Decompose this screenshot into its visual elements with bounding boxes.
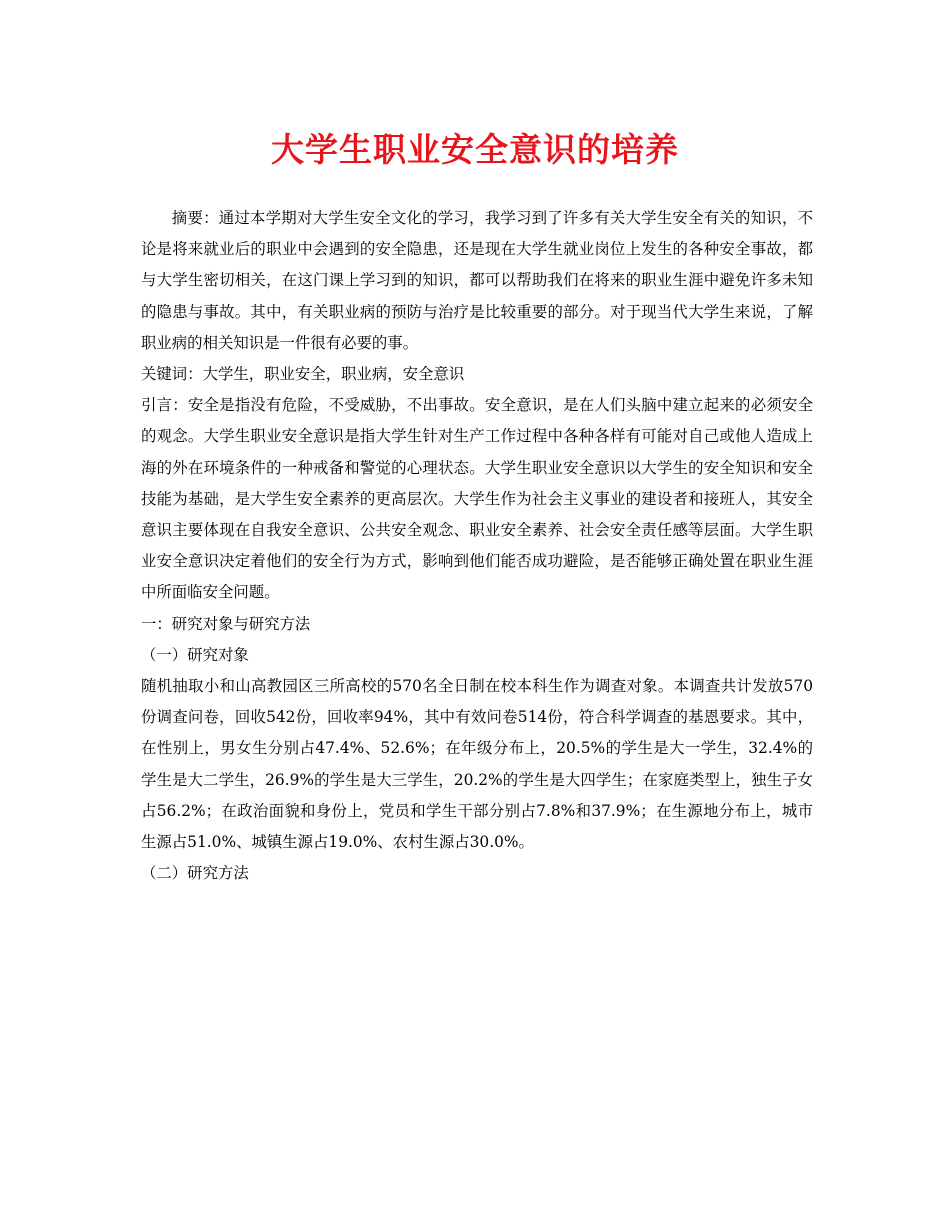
abstract-paragraph: 摘要：通过本学期对大学生安全文化的学习，我学习到了许多有关大学生安全有关的知识，不论是将来就业后的职业中会遇到的安全隐患，还是现在大学生就业岗位上发生的各种安全事故，都与大学生密切相关，在这门课上学习到的知识，都可以帮助我们在将来的职业生涯中避免许多未知的隐患与事故。其中，有关职业病的预防与治疗是比较重要的部分。对于现当代大学生来说，了解职业病的相关知识是一件很有必要的事。 (141, 209, 813, 352)
introduction-paragraph: 引言：安全是指没有危险，不受威胁，不出事故。安全意识，是在人们头脑中建立起来的必须安全的观念。大学生职业安全意识是指大学生针对生产工作过程中各种各样有可能对自己或他人造成上海的外在环境条件的一种戒备和警觉的心理状态。大学生职业安全意识以大学生的安全知识和安全技能为基础，是大学生安全素养的更高层次。大学生作为社会主义事业的建设者和接班人，其安全意识主要体现在自我安全意识、公共安全观念、职业安全素养、社会安全责任感等层面。大学生职业安全意识决定着他们的安全行为方式，影响到他们能否成功避险，是否能够正确处置在职业生涯中所面临安全问题。 (141, 396, 813, 602)
subsection-heading-1: （一）研究对象 (141, 645, 249, 664)
document-title: 大学生职业安全意识的培养 (271, 130, 679, 169)
subsection-heading-2: （二）研究方法 (141, 864, 249, 883)
document-body (141, 203, 813, 889)
research-subjects-paragraph: 随机抽取小和山高教园区三所高校的570名全日制在校本科生作为调查对象。本调查共计发放570份调查问卷，回收542份，回收率94%，其中有效问卷514份，符合科学调查的基恩要求。其中，在性别上，男女生分别占47.4%、52.6%；在年级分布上，20.5%的学生是大一学生，32.4%的学生是大二学生，26.9%的学生是大三学生，20.2%的学生是大四学生；在家庭类型上，独生子女占56.2%；在政治面貌和身份上，党员和学生干部分别占7.8%和37.9%；在生源地分布上，城市生源占51.0%、城镇生源占19.0%、农村生源占30.0%。 (141, 677, 813, 852)
section-heading-1: 一：研究对象与研究方法 (141, 614, 311, 633)
keywords-line: 关键词：大学生，职业安全，职业病，安全意识 (141, 365, 465, 384)
